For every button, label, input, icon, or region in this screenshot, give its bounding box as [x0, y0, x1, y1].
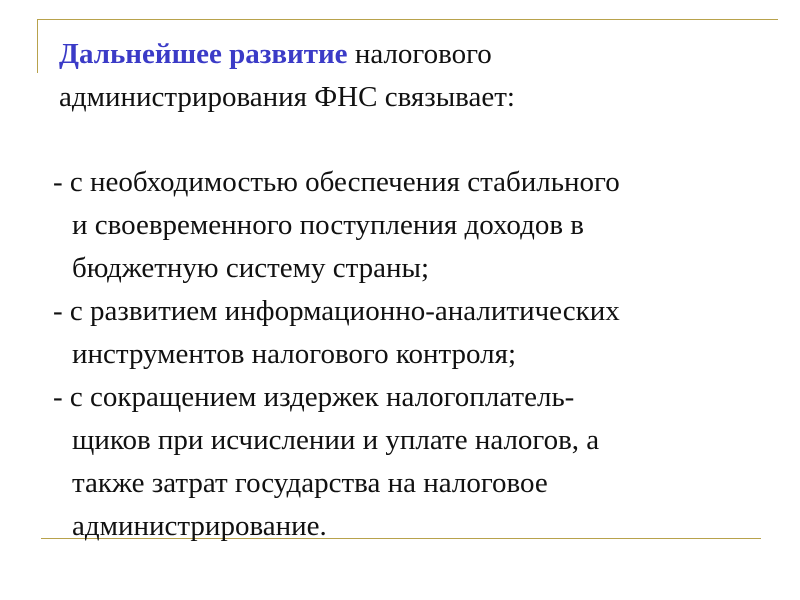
list-item-line: - с развитием информационно-аналитических — [53, 295, 620, 327]
list-item-line: администрирование. — [72, 510, 327, 542]
intro-line1-rest: налогового — [347, 38, 492, 70]
intro-accent: Дальнейшее развитие — [59, 38, 348, 70]
top-rule — [37, 19, 778, 20]
intro-paragraph — [59, 33, 775, 119]
list-item-line: также затрат государства на налоговое — [72, 467, 548, 499]
list-item-line: инструментов налогового контроля; — [72, 338, 517, 370]
list-item-line: - с необходимостью обеспечения стабильного — [53, 166, 620, 198]
list-item — [53, 376, 775, 548]
spacer — [53, 119, 775, 161]
left-rule — [37, 19, 38, 73]
list-item — [53, 290, 775, 376]
list-item — [53, 161, 775, 290]
list-item-line: - с сокращением издержек налогоплатель- — [53, 381, 575, 413]
list-item-line: бюджетную систему страны; — [72, 252, 430, 284]
intro-line2: администрирования ФНС связывает: — [59, 81, 515, 113]
list-item-line: и своевременного поступления доходов в — [72, 209, 584, 241]
slide-body — [53, 33, 775, 548]
list-item-line: щиков при исчислении и уплате налогов, а — [72, 424, 600, 456]
